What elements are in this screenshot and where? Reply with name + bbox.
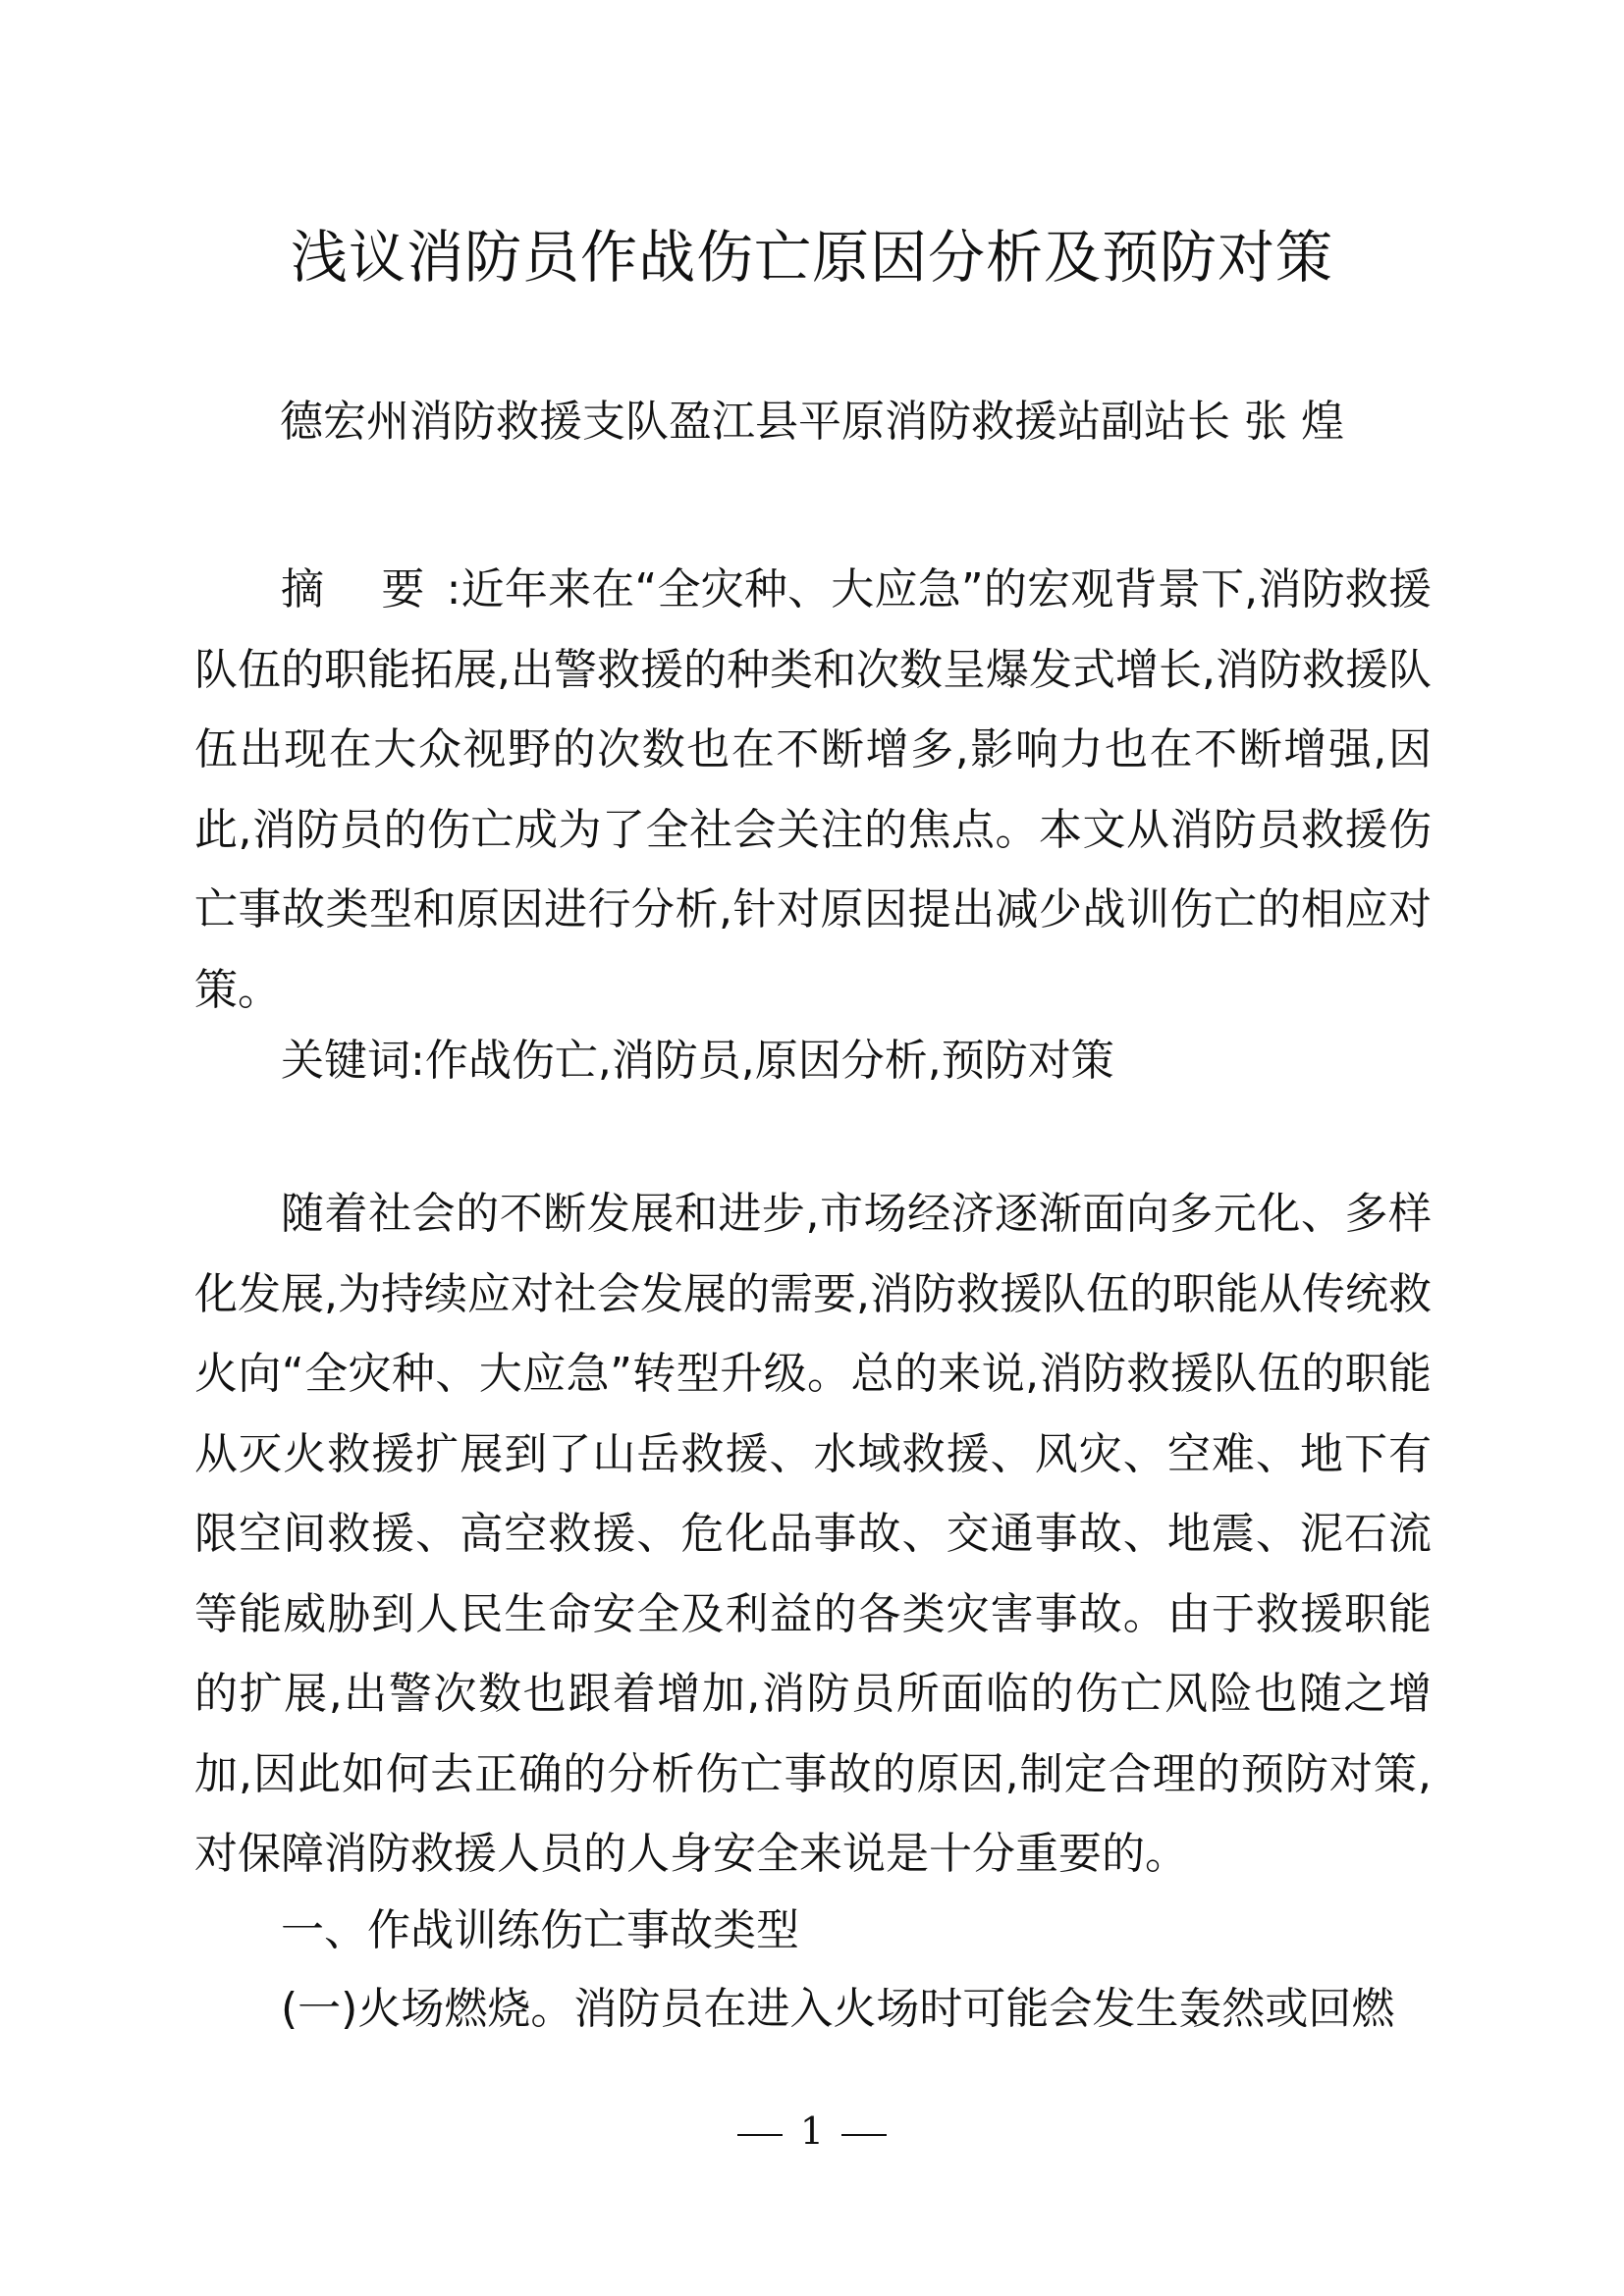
footer-dash-right — [841, 2134, 887, 2136]
document-title: 浅议消防员作战伤亡原因分析及预防对策 — [290, 224, 1333, 291]
abstract-text: :近年来在“全灾种、大应急”的宏观背景下,消防救援队伍的职能拓展,出警救援的种类和次数呈爆发式增长,消防救援队伍出现在大众视野的次数也在不断增多,影响力也在不断增强,因此,消防员的伤亡成为了全社会关注的焦点。本文从消防员救援伤亡事故类型和原因进行分析,针对原因提出减少战训伤亡的相应对策。 — [194, 564, 1432, 1015]
body-paragraph: 随着社会的不断发展和进步,市场经济逐渐面向多元化、多样化发展,为持续应对社会发展的需要,消防救援队伍的职能从传统救火向“全灾种、大应急”转型升级。总的来说,消防救援队伍的职能从灭火救援扩展到了山岳救援、水域救援、风灾、空难、地下有限空间救援、高空救援、危化品事故、交通事故、地震、泥石流等能威胁到人民生命安全及利益的各类灾害事故。由于救援职能的扩展,出警次数也跟着增加,消防员所面临的伤亡风险也随之增加,因此如何去正确的分析伤亡事故的原因,制定合理的预防对策,对保障消防救援人员的人身安全来说是十分重要的。 — [194, 1189, 1432, 1879]
footer-dash-left — [737, 2134, 783, 2136]
author-line: 德宏州消防救援支队盈江县平原消防救援站副站长 张 煌 — [280, 397, 1344, 447]
keywords-line: 关键词:作战伤亡,消防员,原因分析,预防对策 — [281, 1036, 1114, 1086]
abstract-label: 摘 要 — [281, 564, 447, 614]
abstract-paragraph — [194, 550, 1432, 1030]
page-number: 1 — [799, 2109, 825, 2153]
page-footer — [0, 2107, 1624, 2156]
section-heading: 一、作战训练伤亡事故类型 — [281, 1905, 799, 1955]
subsection-heading: (一)火场燃烧。消防员在进入火场时可能会发生轰然或回燃 — [281, 1984, 1395, 2034]
